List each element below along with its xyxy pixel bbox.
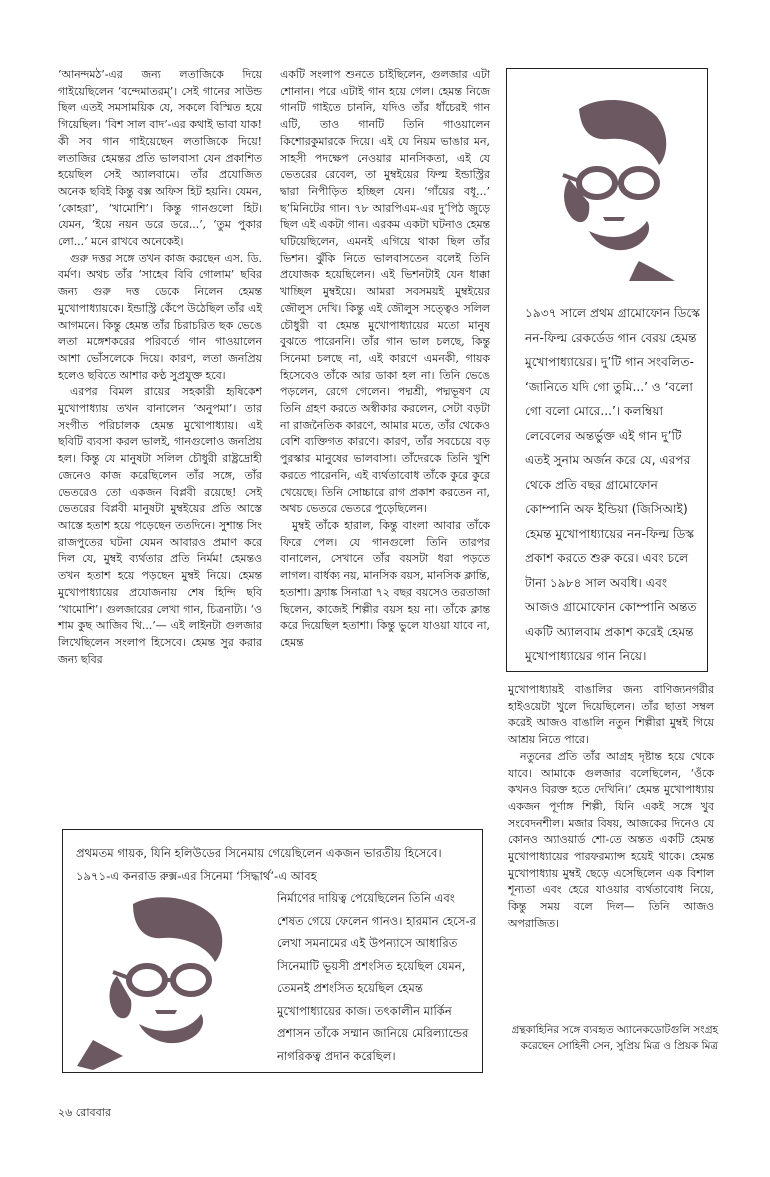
credit-line: গ্রন্থকাহিনির সঙ্গে ব্যবহৃত অ্যানেকডোটগুলি সংগ্রহ করেছেন সোহিনী সেন, সুপ্রিয় মিত্র ও প্রিয়ক মিত্র: [511, 1024, 718, 1052]
paragraph: মুম্বই তাঁকে হারাল, কিন্তু বাংলা আবার তাঁকে ফিরে পেল। যে গানগুলো তিনি তারপর বানালেন, সেখানে তাঁর বয়সটা ধরা পড়তে লাগল। বার্ধক্য নয়, মানসিক বয়স, মানসিক ক্লান্তি, হতাশা। ফ্র্যাঙ্ক সিনাত্রা ৭২ বছর বয়সেও তরতাজা ছিলেন, কাজেই শিল্পীর বয়স হয় না। তাঁকে ক্লান্ত করে দিয়েছিল হতাশা। কিন্তু ভুলে যাওয়া যাবে না, হেমন্ত: [280, 518, 490, 649]
paragraph: এরপর বিমল রায়ের সহকারী হৃষিকেশ মুখোপাধ্যায় তখন বানালেন ‘অনুপমা’। তার সংগীত পরিচালক হেমন্ত মুখোপাধ্যায়। এই ছবিটি ব্যবসা করল ভালই, গানগুলোও জনপ্রিয় হল। কিন্তু যে মানুষটা সলিল চৌধুরী রাষ্ট্রদ্রোহী জেনেও কাজ করেছিলেন তাঁর সঙ্গে, তাঁর ভেতরেও তো একজন বিপ্লবী রয়েছে! সেই ভেতরের বিপ্লবী মানুষটা মুম্বইয়ের প্রতি আস্তে আস্তে হতাশ হয়ে পড়েছেন ততদিনে। সুশান্ত সিং রাজপুতের ঘটনা যেমন আবারও প্রমাণ করে দিল যে, মুম্বই ব্যর্থতার প্রতি নির্মম! হেমন্তও তখন হতাশ হয়ে পড়ছেন মুম্বই নিয়ে। হেমন্ত মুখোপাধ্যায়ের প্রযোজনায় শেষ হিন্দি ছবি ‘খামোশি’। গুলজারের লেখা গান, চিত্রনাট্য। ‘ও শাম কুছ আজিব থি...’— এই লাইনটা গুলজার লিখেছিলেন সংলাপ হিসেবে। হেমন্ত সুর করার জন্য ছবির: [58, 385, 262, 666]
portrait-illustration: [73, 890, 233, 1070]
article-column-2: [280, 67, 490, 652]
article-column-1: [58, 67, 262, 668]
sidebar-box-gramophone: [506, 68, 708, 672]
sidebar-text: ১৯৩৭ সালে প্রথম গ্রামোফোন ডিস্কে নন-ফিল্ম রেকর্ডেড গান বেরয় হেমন্ত মুখোপাধ্যায়ের। দু’টি গান সংবলিত- ‘জানিতে যদি গো তুমি...’ ও ‘বলো গো বলো মোরে...’। কলম্বিয়া লেবেলের অন্তর্ভুক্ত এই গান দু’টি এতই সুনাম অর্জন করে যে, এরপর থেকে প্রতি বছর গ্রামোফোন কোম্পানি অফ ইন্ডিয়া (জিসিআই) হেমন্ত মুখোপাধ্যায়ের নন-ফিল্ম ডিস্ক প্রকাশ করতে শুরু করে। এবং চলে টানা ১৯৮৪ সাল অবধি। এবং আজও গ্রামোফোন কোম্পানি অন্তত একটি অ্যালবাম প্রকাশ করেই হেমন্ত মুখোপাধ্যায়ের গান নিয়ে।: [525, 306, 701, 663]
paragraph: ‘আনন্দমঠ’-এর জন্য লতাজিকে দিয়ে গাইয়েছিলেন ‘বন্দেমাতরম্’। সেই গানের সাউন্ড ছিল এতই সমসাময়িক যে, সকলে বিস্মিত হয়ে গিয়েছিল। ‘বিশ সাল বাদ’-এর কথাই ভাবা যাক! কী সব গান গাইয়েছেন লতাজিকে দিয়ে! লতাজির হেমন্তর প্রতি ভালবাসা যেন প্রকাশিত হয়েছিল সেই অ্যালবামে। তাঁর প্রযোজিত অনেক ছবিই কিন্তু বক্স অফিস হিট হয়নি। যেমন, ‘কোহরা’, ‘খামোশি’। কিন্তু গানগুলো হিট। যেমন, ‘ইয়ে নয়ন ডরে ডরে...’, ‘তুম পুকার লো...’ মনে রাখবে অনেকেই।: [58, 68, 262, 249]
paragraph: একটি সংলাপ শুনতে চাইছিলেন, গুলজার এটা শোনান। পরে এটাই গান হয়ে গেল। হেমন্ত নিজে গানটি গাইতে চাননি, যদিও তাঁর ধাঁচেরই গান এটি, তাও গানটি তিনি গাওয়ালেন কিশোরকুমারকে দিয়ে। এই যে নিয়ম ভাঙার মন, সাহসী পদক্ষেপ নেওয়ার মানসিকতা, এই যে ভেতরের রেবেল, তা মুম্বইয়ের ফিল্ম ইন্ডাস্ট্রির দ্বারা নিপীড়িত হচ্ছিল যেন। ‘গাঁয়ের বধূ...’ ছ’মিনিটের গান। ৭৮ আরপিএম-এর দু’পিঠ জুড়ে ছিল এই একটা গান। এরকম একটা ঘটনাও হেমন্ত ঘটিয়েছিলেন, এমনই এগিয়ে থাকা ছিল তাঁর ভিশন। ঝুঁকি নিতে ভালবাসতেন বলেই তিনি প্রযোজক হয়েছিলেন। এই ভিশনটাই যেন ধাক্কা খাচ্ছিল মুম্বইয়ে। আমরা সবসময়ই মুম্বইয়ের জৌলুস দেখি। কিন্তু এই জৌলুস সত্ত্বেও সলিল চৌধুরী বা হেমন্ত মুখোপাধ্যায়ের মতো মানুষ বুঝতে পারেননি। তাঁর গান ভাল চলছে, কিন্তু সিনেমা চলছে না, এই কারণে এমনকী, গায়ক হিসেবেও তাঁকে আর ডাকা হল না। তিনি ভেঙে পড়লেন, রেগে গেলেন। পদ্মশ্রী, পদ্মভূষণ যে তিনি গ্রহণ করতে অস্বীকার করলেন, সেটা বড়টা না রাজনৈতিক কারণে, আমার মতে, তাঁর থেকেও বেশি ব্যক্তিগত কারণে। কারণ, তাঁর সবচেয়ে বড় পুরস্কার মানুষের ভালবাসা। তাঁদেরকে তিনি খুশি করতে পারেননি, এই ব্যর্থতাবোধ তাঁকে কুরে কুরে খেয়েছে। তিনি সোচ্চারে রাগ প্রকাশ করতেন না, অথচ ভেতরে ভেতরে পুড়েছিলেন।: [280, 68, 490, 516]
portrait-illustration: [539, 91, 679, 281]
paragraph: মুখোপাধ্যায়ই বাঙালির জন্য বাণিজ্যনগরীর হাইওয়েটা খুলে দিয়েছিলেন। তাঁর ছাতা সম্বল করেই আজও বাঙালি নতুন শিল্পীরা মুম্বই গিয়ে আশ্রয় নিতে পারে।: [508, 683, 714, 747]
paragraph: নতুনের প্রতি তাঁর আগ্রহ দৃষ্টান্ত হয়ে থেকে যাবে। আমাকে গুলজার বলেছিলেন, ‘ওঁকে কখনও বিরক্ত হতে দেখিনি।’ হেমন্ত মুখোপাধ্যায় একজন পূর্ণাঙ্গ শিল্পী, যিনি একই সঙ্গে খুব সংবেদনশীল। মজার বিষয়, আজকের দিনেও যে কোনও অ্যাওয়ার্ড শো-তে অন্তত একটি হেমন্ত মুখোপাধ্যায়ের পারফরম্যান্স হয়েই থাকে। হেমন্ত মুখোপাধ্যায় মুম্বই ছেড়ে এসেছিলেন এক বিশাল শূন্যতা এবং হেরে যাওয়ার ব্যর্থতাবোধ নিয়ে, কিন্তু সময় বলে দিল— তিনি আজও অপরাজিত।: [508, 749, 714, 930]
sidebar-box-hollywood: [62, 829, 483, 1073]
sidebar-text-right: নির্মাণের দায়িত্ব পেয়েছিলেন তিনি এবং শেষত গেয়ে ফেলেন গানও। হারমান হেসে-র লেখা সমনামের এই উপন্যাসে আধারিত সিনেমাটি ভূয়সী প্রশংসিত হয়েছিল যেমন, তেমনই প্রশংসিত হয়েছিল হেমন্ত মুখোপাধ্যায়ের কাজ। তৎকালীন মার্কিন প্রশাসন তাঁকে সম্মান জানিয়ে মেরিল্যান্ডের নাগরিকত্ব প্রদান করেছিল।: [277, 891, 477, 1063]
sidebar-text-top: প্রথমতম গায়ক, যিনি হলিউডের সিনেমায় গেয়েছিলেন একজন ভারতীয় হিসেবে। ১৯৭১-এ কনরাড রুক্স-এর সিনেমা ‘সিদ্ধার্থ’-এ আবহ: [76, 846, 442, 883]
article-column-3: [508, 682, 714, 933]
page-folio: ২৬ রোববার: [58, 1106, 111, 1119]
paragraph: গুরু দত্তর সঙ্গে তখন কাজ করছেন এস. ডি. বর্মণ। অথচ তাঁর ‘সাহেব বিবি গোলাম’ ছবির জন্য গুরু দত্ত ডেকে নিলেন হেমন্ত মুখোপাধ্যায়কে। ইন্ডাস্ট্রি কেঁপে উঠেছিল তাঁর এই আগমনে। কিন্তু হেমন্ত তাঁর চিরাচরিত ছক ভেঙে লতা মঙ্গেশকরের পরিবর্তে গান গাওয়ালেন আশা ভোঁসলেকে দিয়ে। কারণ, লতা জনপ্রিয় হলেও ছবিতে আশার কণ্ঠ সুপ্রযুক্ত হবে।: [58, 251, 262, 382]
